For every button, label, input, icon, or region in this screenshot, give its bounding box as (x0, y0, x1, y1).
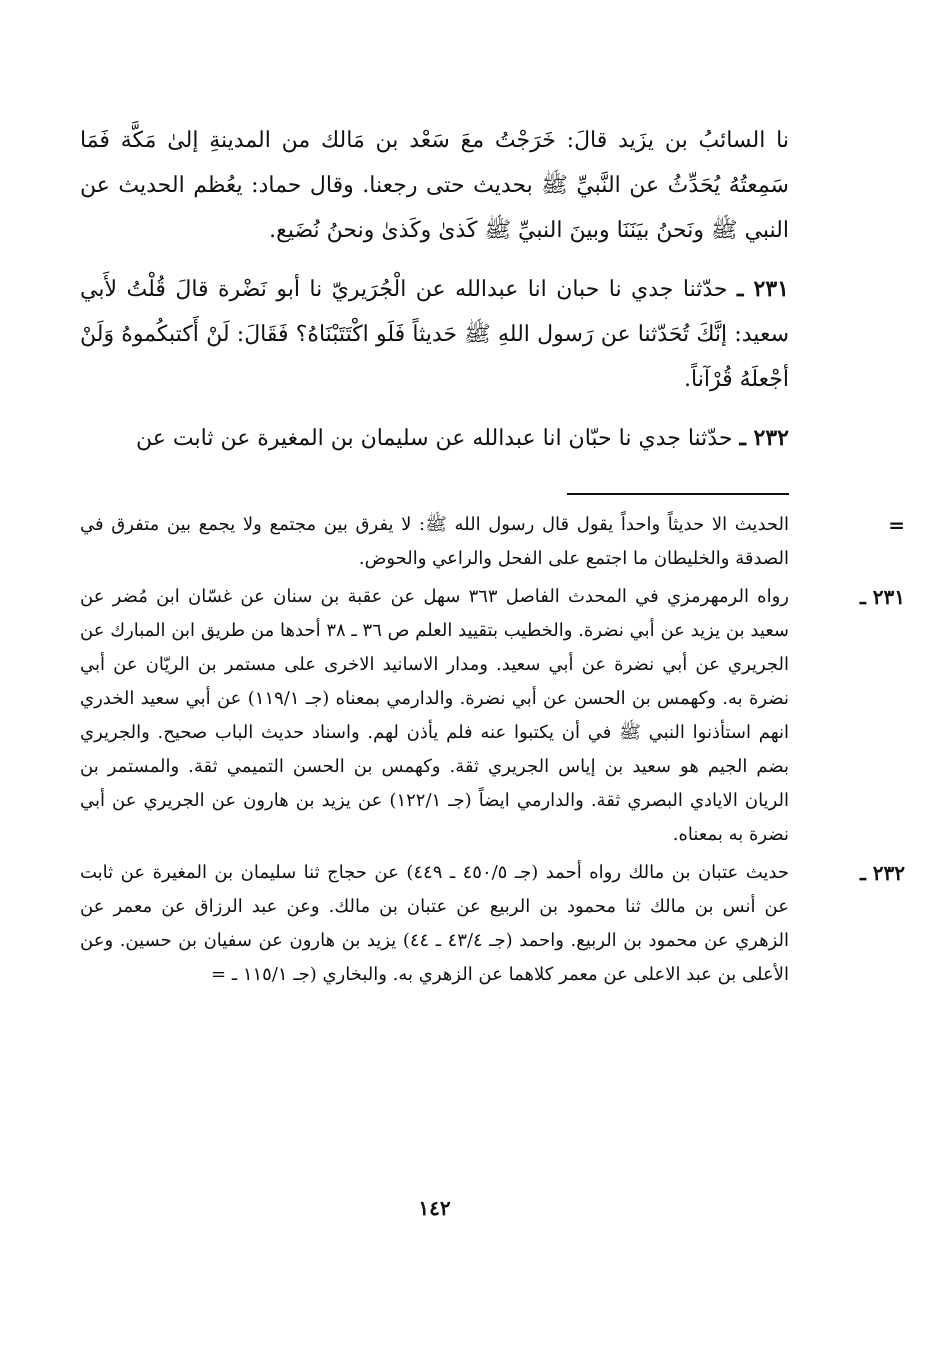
hadith-text: حدّثنا جدي نا حبان انا عبدالله عن الْجُرَيريّ نا أبو نَضْرة قالَ قُلْتُ لأَبي سعيد: إنَّكَ تُحَدّثنا عن رَسول اللهِ ﷺ حَديثاً فَلَو اكْتَتَبْنَاهُ؟ فَقَالَ: لَنْ أَكتبكُموهُ وَلَنْ أجْعلَهُ قُرْآناً. (80, 277, 789, 392)
hadith-232 (80, 416, 789, 461)
paragraph-text: نا السائبُ بن يزَيد قالَ: خَرَجْتُ معَ سَعْد بن مَالك من المدينةِ إلىٰ مَكَّة فَمَا سَمِعتُهُ يُحَدِّثُ عن النَّبيِّ ﷺ بحديث حتى رجعنا. وقال حماد: يعُظم الحديث عن النبي ﷺ ونَحنُ بيَنَنَا وبينَ النبيِّ ﷺ كَذىٰ وكَذىٰ ونحنُ نُضَيع. (80, 128, 789, 243)
main-text (80, 118, 789, 475)
hadith-text: حدّثنا جدي نا حبّان انا عبدالله عن سليمان بن المغيرة عن ثابت عن (136, 426, 733, 451)
hadith-number: ٢٣٢ ـ (739, 425, 789, 451)
footnote-text: الحديث الا حديثاً واحداً يقول قال رسول الله ﷺ: لا يفرق بين مجتمع ولا يجمع بين متفرق في الصدقة والخليطان ما اجتمع على الفحل والراعي والحوض. (80, 514, 789, 569)
page (80, 0, 905, 1371)
footnote-231 (80, 580, 905, 852)
hadith-number: ٢٣١ ـ (736, 276, 789, 302)
footnote-232 (80, 856, 905, 992)
hadith-231 (80, 267, 789, 402)
footnote-text: حديث عتبان بن مالك رواه أحمد (جـ ٤٥٠/٥ ـ ٤٤٩) عن حجاج ثنا سليمان بن المغيرة عن ثابت عن أنس بن مالك ثنا محمود بن الربيع عن عتبان بن مالك. وعن عبد الرزاق عن معمر عن الزهري عن محمود بن الربيع. واحمد (جـ ٤٣/٤ ـ ٤٤) يزيد بن هارون عن سفيان بن حسين. وعن الأعلى بن عبد الاعلى عن معمر كلاهما عن الزهري به. والبخاري (جـ ١١٥/١ ـ = (80, 862, 789, 985)
footnote-separator (567, 493, 789, 495)
footnote-continuation (80, 508, 905, 576)
footnote-marker: ٢٣١ ـ (859, 585, 905, 609)
footnote-marker: = (888, 513, 905, 537)
page-number: ١٤٢ (418, 1196, 451, 1220)
footnote-text: رواه الرمهرمزي في المحدث الفاصل ٣٦٣ سهل عن عقبة بن سنان عن غسّان ابن مُضر عن سعيد بن يزيد عن أبي نضرة. والخطيب بتقييد العلم ص ٣٦ ـ ٣٨ أحدها من طريق ابن المبارك عن الجريري عن أبي نضرة عن أبي سعيد. ومدار الاسانيد الاخرى على مستمر بن الريّان عن أبي نضرة به. وكهمس بن الحسن عن أبي نضرة. والدارمي بمعناه (جـ ١١٩/١) عن أبي سعيد الخدري انهم استأذنوا النبي ﷺ في أن يكتبوا عنه فلم يأذن لهم. واسناد حديث الباب صحيح. والجريري بضم الجيم هو سعيد بن إياس الجريري ثقة. وكهمس بن الحسن التميمي ثقة. والمستمر بن الريان الايادي البصري ثقة. والدارمي ايضاً (جـ ١٢٢/١) عن يزيد بن هارون عن الجريري عن أبي نضرة به بمعناه. (80, 586, 790, 845)
footnotes (80, 508, 905, 996)
footnote-marker: ٢٣٢ ـ (859, 861, 905, 885)
paragraph-continuation (80, 118, 789, 253)
